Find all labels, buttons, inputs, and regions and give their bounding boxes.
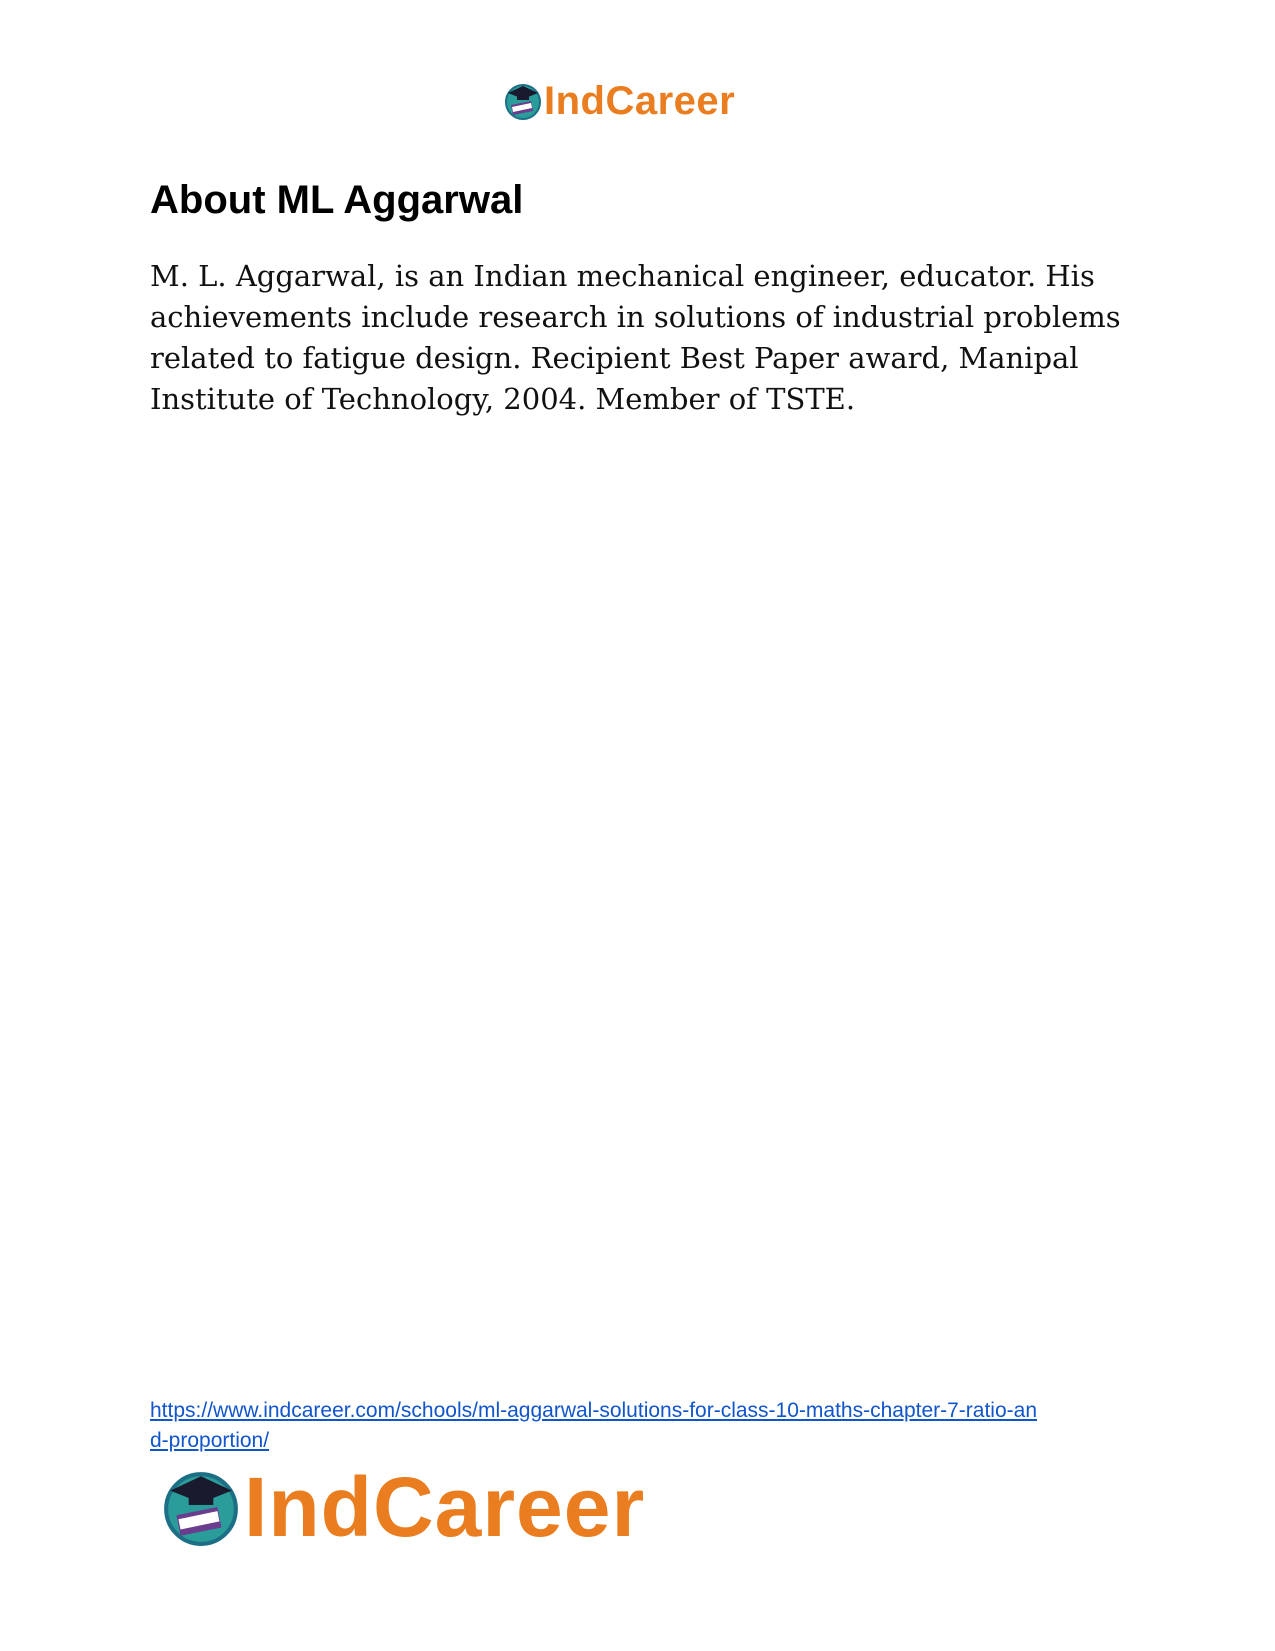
link-line[interactable]: d-proportion/ xyxy=(150,1429,270,1452)
page-title: About ML Aggarwal xyxy=(150,178,524,222)
paragraph-line: Institute of Technology, 2004. Member of TSTE. xyxy=(150,382,856,416)
paragraph-line: M. L. Aggarwal, is an Indian mechanical engineer, educator. His xyxy=(150,259,1095,293)
footer-logo xyxy=(160,1462,645,1552)
source-url-link[interactable] xyxy=(150,1396,1130,1456)
link-line[interactable]: https://www.indcareer.com/schools/ml-aggarwal-solutions-for-class-10-maths-chapter-7-ratio-an xyxy=(150,1399,1037,1422)
about-paragraph xyxy=(150,256,1121,420)
logo-wordmark: IndCareer xyxy=(244,1460,646,1554)
paragraph-line: achievements include research in solutions of industrial problems xyxy=(150,300,1121,334)
paragraph-line: related to fatigue design. Recipient Best Paper award, Manipal xyxy=(150,341,1079,375)
logo-wordmark: IndCareer xyxy=(544,79,736,123)
header-logo xyxy=(503,78,735,124)
graduation-cap-book-icon xyxy=(503,81,543,121)
graduation-cap-book-icon xyxy=(160,1466,242,1548)
